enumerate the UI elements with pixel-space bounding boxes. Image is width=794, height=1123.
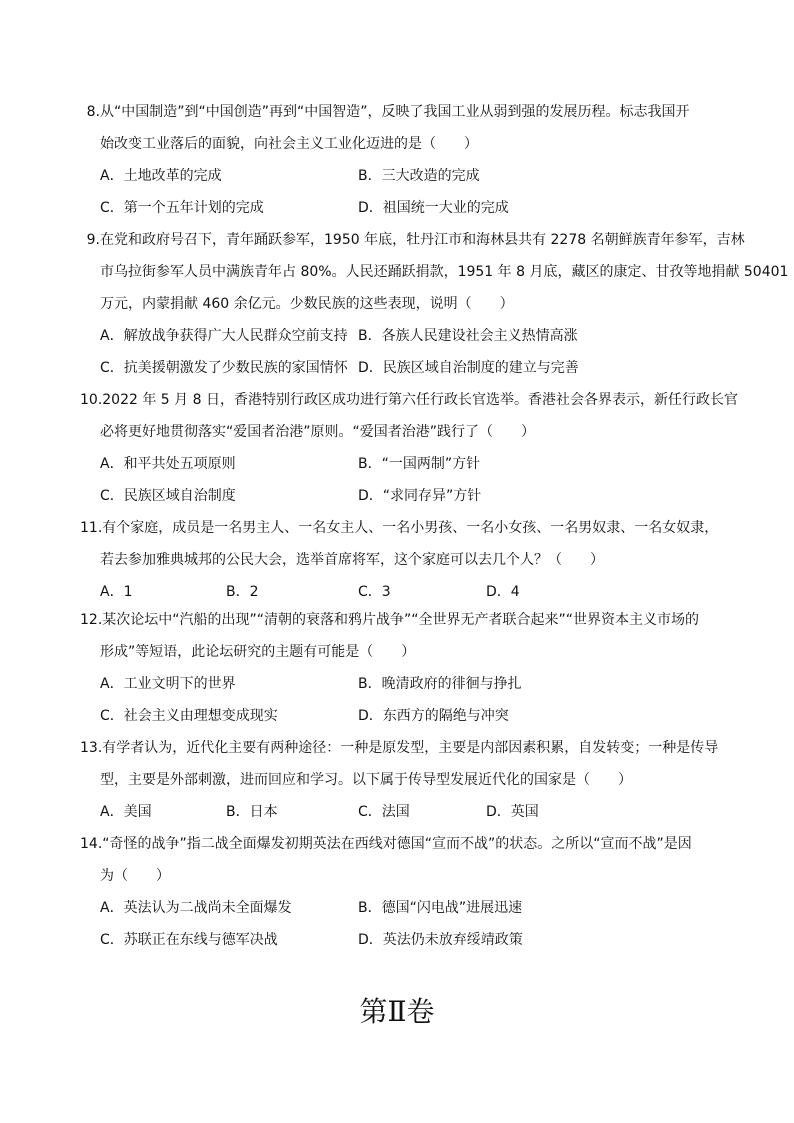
section-title: 第Ⅱ卷 (359, 995, 435, 1028)
question-12 (80, 604, 730, 668)
option-a[interactable]: A．土地改革的完成 (100, 168, 222, 184)
option-d[interactable]: D．“求同存异”方针 (358, 488, 482, 504)
question-text: “奇怪的战争”指二战全面爆发初期英法在西线对德国“宣而不战”的状态。之所以“宣而不战”是因 (102, 836, 692, 852)
question-10 (80, 384, 738, 448)
option-c[interactable]: C．第一个五年计划的完成 (100, 200, 264, 216)
question-text: 始改变工业落后的面貌，向社会主义工业化迈进的是（ ） (100, 136, 478, 152)
option-b[interactable]: B．三大改造的完成 (358, 168, 480, 184)
question-text: 形成”等短语，此论坛研究的主题有可能是（ ） (100, 644, 416, 660)
question-number: 8. (86, 104, 100, 120)
option-b[interactable]: B．“一国两制”方针 (358, 456, 481, 472)
option-b[interactable]: B．日本 (226, 804, 278, 820)
option-a[interactable]: A．和平共处五项原则 (100, 456, 236, 472)
question-text: 必将更好地贯彻落实“爱国者治港”原则。“爱国者治港”践行了（ ） (100, 424, 536, 440)
option-d[interactable]: D．英国 (486, 804, 539, 820)
question-text: 万元，内蒙捐献 460 余亿元。少数民族的这些表现，说明（ ） (100, 296, 514, 312)
option-a[interactable]: A．1 (100, 584, 133, 600)
question-number: 11. (80, 520, 103, 536)
question-14 (80, 828, 730, 892)
question-number: 10. (80, 392, 103, 408)
question-text: 市乌拉街参军人员中满族青年占 80%。人民还踊跃捐款，1951 年 8 月底，藏区的康定、甘孜等地捐献 50401 (100, 264, 789, 280)
question-13 (80, 732, 730, 796)
option-a[interactable]: A．英法认为二战尚未全面爆发 (100, 900, 292, 916)
question-8 (80, 96, 730, 160)
option-b[interactable]: B．2 (226, 584, 259, 600)
option-c[interactable]: C．民族区域自治制度 (100, 488, 236, 504)
question-text: 为（ ） (100, 868, 170, 884)
question-number: 14. (80, 836, 103, 852)
option-a[interactable]: A．解放战争获得广大人民群众空前支持 (100, 328, 348, 344)
option-c[interactable]: C．3 (358, 584, 391, 600)
option-c[interactable]: C．苏联正在东线与德军决战 (100, 932, 278, 948)
option-a[interactable]: A．美国 (100, 804, 152, 820)
option-b[interactable]: B．德国“闪电战”进展迅速 (358, 900, 523, 916)
option-d[interactable]: D．4 (486, 584, 520, 600)
question-text: 在党和政府号召下，青年踊跃参军，1950 年底，牡丹江市和海林县共有 2278 名朝鲜族青年参军，吉林 (100, 232, 745, 248)
question-text: 有个家庭，成员是一名男主人、一名女主人、一名小男孩、一名小女孩、一名男奴隶、一名女奴隶， (102, 520, 719, 536)
option-d[interactable]: D．祖国统一大业的完成 (358, 200, 509, 216)
option-c[interactable]: C．社会主义由理想变成现实 (100, 708, 278, 724)
question-text: 若去参加雅典城邦的公民大会，选举首席将军，这个家庭可以去几个人？（ ） (100, 552, 604, 568)
question-number: 9. (86, 232, 100, 248)
option-d[interactable]: D．英法仍未放弃绥靖政策 (358, 932, 523, 948)
question-11 (80, 512, 730, 576)
question-text: 有学者认为，近代化主要有两种途径：一种是原发型，主要是内部因素积累，自发转变；一种是传导 (102, 740, 719, 756)
option-d[interactable]: D．民族区域自治制度的建立与完善 (358, 360, 579, 376)
option-c[interactable]: C．抗美援朝激发了少数民族的家国情怀 (100, 360, 348, 376)
question-text: 2022 年 5 月 8 日，香港特别行政区成功进行第六任行政长官选举。香港社会各界表示，新任行政长官 (102, 392, 738, 408)
option-c[interactable]: C．法国 (358, 804, 410, 820)
option-a[interactable]: A．工业文明下的世界 (100, 676, 236, 692)
question-text: 某次论坛中“汽船的出现”“清朝的衰落和鸦片战争”“全世界无产者联合起来”“世界资本主义市场的 (102, 612, 700, 628)
option-b[interactable]: B．各族人民建设社会主义热情高涨 (358, 328, 578, 344)
question-9 (80, 224, 789, 320)
question-number: 12. (80, 612, 103, 628)
option-b[interactable]: B．晚清政府的徘徊与挣扎 (358, 676, 522, 692)
option-d[interactable]: D．东西方的隔绝与冲突 (358, 708, 509, 724)
question-number: 13. (80, 740, 103, 756)
question-text: 从“中国制造”到“中国创造”再到“中国智造”，反映了我国工业从弱到强的发展历程。标志我国开 (100, 104, 690, 120)
question-text: 型，主要是外部刺激，进而回应和学习。以下属于传导型发展近代化的国家是（ ） (100, 772, 632, 788)
